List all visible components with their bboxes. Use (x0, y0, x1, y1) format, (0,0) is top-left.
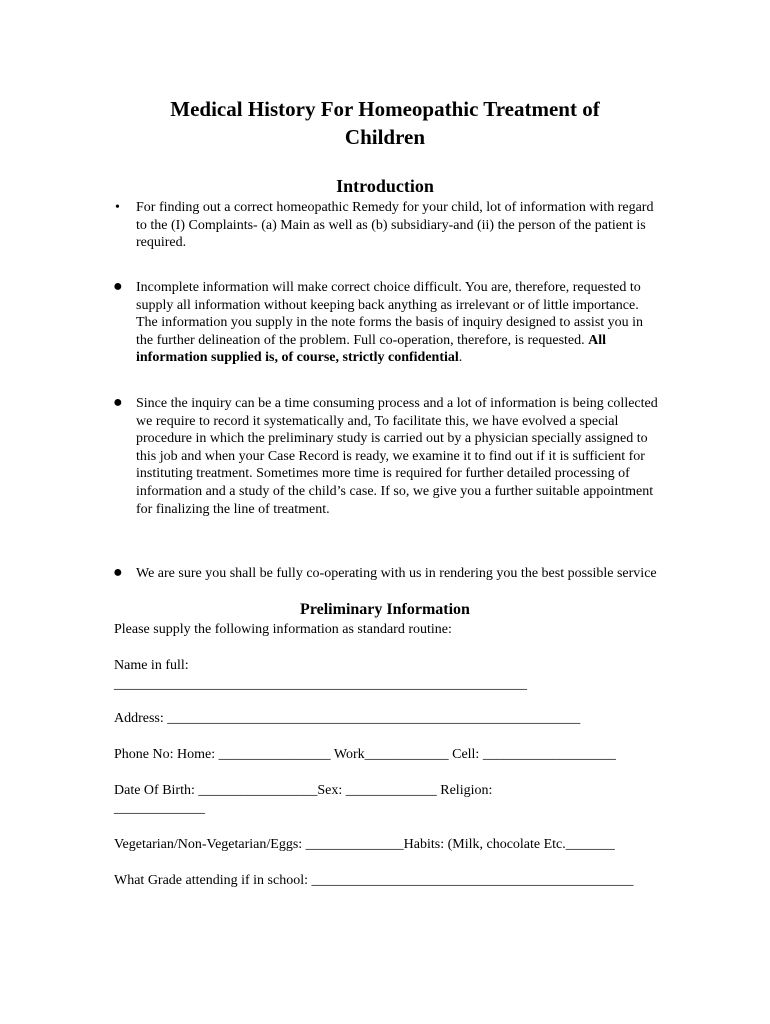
name-field-label: Name in full: (114, 658, 189, 673)
bullet-item-2 (113, 278, 661, 367)
document-title (100, 95, 670, 151)
title-line-2: Children (344, 125, 426, 149)
bullet-item-3 (113, 394, 661, 518)
school-grade-field[interactable]: What Grade attending if in school: ______________________________________________ (114, 873, 634, 888)
bullet-dot-icon: • (115, 200, 120, 215)
title-line-1: Medical History For Homeopathic Treatment of (170, 97, 600, 121)
bullet-text-end: . (458, 350, 463, 366)
phone-fields[interactable]: Phone No: Home: ________________ Work____________ Cell: ___________________ (114, 747, 616, 762)
name-field-line[interactable]: ___________________________________________________________ (114, 677, 527, 692)
bullet-item-1 (115, 199, 661, 252)
bullet-dot-icon: ● (113, 564, 123, 581)
bullet-text: Since the inquiry can be a time consuming process and a lot of information is being collected we require to record it systematically and, To facilitate this, we have evolved a special procedure in which the preliminary study is carried out by a physician specially assigned to this job and when your Case Record is ready, we examine it to find out if it is sufficient for instituting treatment. Sometimes more time is required for further detailed processing of information and a study of the child’s case. If so, we give you a further suitable appointment for finalizing the line of treatment. (136, 396, 658, 517)
bullet-text: For finding out a correct homeopathic Remedy for your child, lot of information with regard to the (I) Complaints- (a) Main as well as (b) subsidiary-and (ii) the person of the patient is required. (136, 200, 654, 251)
address-field[interactable]: Address: ___________________________________________________________ (114, 711, 581, 726)
bullet-text: We are sure you shall be fully co-operating with us in rendering you the best possible service (136, 566, 657, 581)
bullet-item-4 (113, 564, 661, 583)
bullet-dot-icon: ● (113, 394, 123, 411)
diet-habits-fields[interactable]: Vegetarian/Non-Vegetarian/Eggs: ______________Habits: (Milk, chocolate Etc._______ (114, 837, 615, 852)
bullet-text: Incomplete information will make correct choice difficult. You are, therefore, requested to supply all information without keeping back anything as irrelevant or of little importance. The information you supply in the note forms the basis of inquiry designed to assist you in the further delineation of the problem. Full co-operation, therefore, is requested. (136, 280, 644, 348)
preliminary-intro: Please supply the following information as standard routine: (114, 622, 452, 637)
confidential-notice: All information supplied is, of course, strictly confidential (136, 332, 607, 366)
dob-sex-religion-fields[interactable]: Date Of Birth: _________________Sex: _____________ Religion: (114, 783, 493, 798)
introduction-heading: Introduction (336, 176, 434, 196)
bullet-dot-icon: ● (113, 278, 123, 295)
religion-field-line[interactable]: _____________ (114, 801, 205, 816)
preliminary-heading: Preliminary Information (300, 601, 470, 618)
